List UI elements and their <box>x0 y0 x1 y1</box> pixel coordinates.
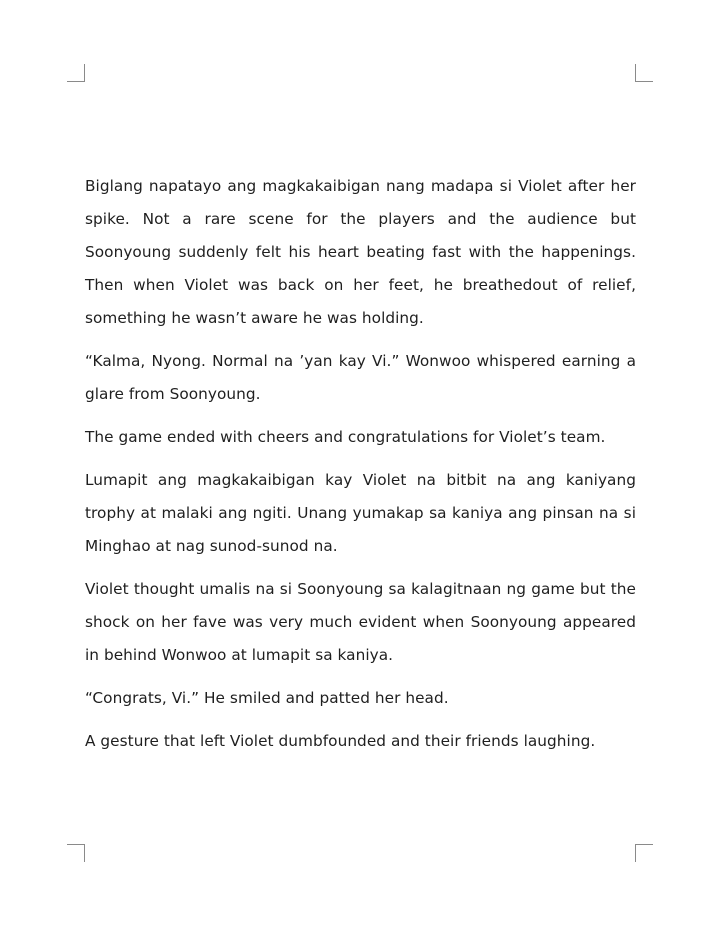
bottom-left-margin-mark <box>67 844 85 862</box>
top-left-margin-mark <box>67 64 85 82</box>
bottom-right-margin-mark <box>635 844 653 862</box>
paragraph[interactable]: “Congrats, Vi.” He smiled and patted her head. <box>85 689 449 707</box>
top-right-margin-mark <box>635 64 653 82</box>
paragraph[interactable]: “Kalma, Nyong. Normal na ’yan kay Vi.” Wonwoo whispered earning a glare from Soonyoung. <box>85 352 636 403</box>
paragraph[interactable]: A gesture that left Violet dumbfounded and their friends laughing. <box>85 732 596 750</box>
paragraph[interactable]: The game ended with cheers and congratulations for Violet’s team. <box>85 428 606 446</box>
document-body[interactable] <box>85 170 636 768</box>
paragraph[interactable]: Violet thought umalis na si Soonyoung sa kalagitnaan ng game but the shock on her fave was very much evident when Soonyoung appeared in behind Wonwoo at lumapit sa kaniya. <box>85 580 636 664</box>
paragraph[interactable]: Biglang napatayo ang magkakaibigan nang madapa si Violet after her spike. Not a rare scene for the players and the audience but Soonyoung suddenly felt his heart beating fast with the happenings. Then when Violet was back on her feet, he breathedout of relief, something he wasn’t aware he was holding. <box>85 177 636 327</box>
paragraph[interactable]: Lumapit ang magkakaibigan kay Violet na bitbit na ang kaniyang trophy at malaki ang ngiti. Unang yumakap sa kaniya ang pinsan na si Minghao at nag sunod-sunod na. <box>85 471 636 555</box>
